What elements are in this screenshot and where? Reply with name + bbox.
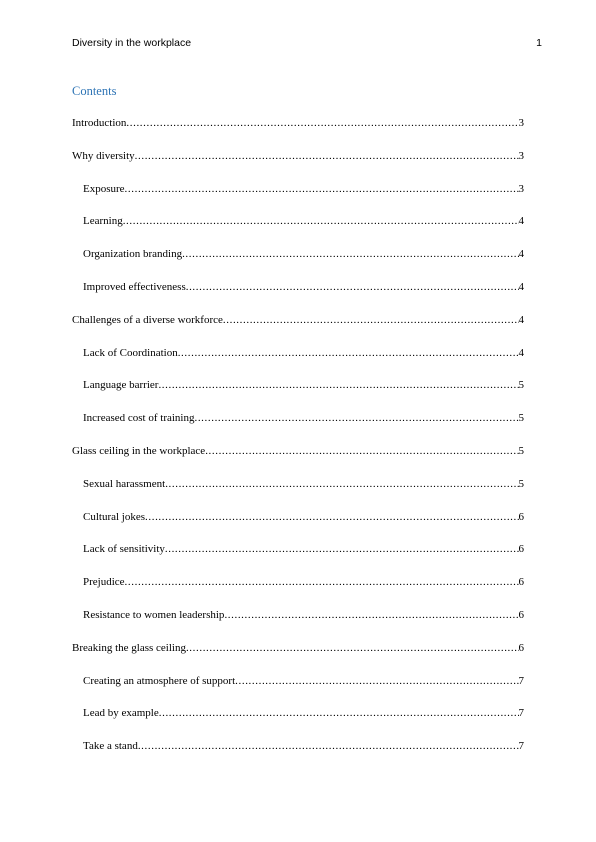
toc-entry-label: Glass ceiling in the workplace	[72, 444, 206, 457]
toc-entry-page: 7	[518, 740, 524, 753]
toc-entry-page: 6	[518, 510, 524, 523]
toc-dot-leader	[205, 444, 518, 458]
toc-dot-leader	[158, 378, 518, 392]
toc-entry-label: Increased cost of training	[83, 412, 195, 425]
toc-dot-leader	[125, 182, 519, 196]
toc-heading: Contents	[72, 84, 117, 98]
toc-entry-page: 5	[518, 444, 524, 457]
toc-entry-page: 6	[518, 608, 524, 621]
toc-entry-challenges[interactable]	[72, 313, 524, 346]
toc-dot-leader	[165, 542, 519, 556]
toc-entry-resistance-to-women-leadership[interactable]	[72, 608, 524, 641]
toc-entry-label: Cultural jokes	[83, 510, 146, 523]
toc-dot-leader	[138, 739, 519, 753]
toc-entry-introduction[interactable]	[72, 116, 524, 149]
toc-entry-glass-ceiling[interactable]	[72, 444, 524, 477]
toc-entry-page: 6	[518, 576, 524, 589]
toc-dot-leader	[194, 411, 518, 425]
toc-entry-lack-of-coordination[interactable]	[72, 346, 524, 379]
toc-entry-label: Lead by example	[83, 707, 159, 720]
toc-entry-page: 5	[518, 379, 524, 392]
toc-dot-leader	[135, 149, 519, 163]
toc-dot-leader	[178, 346, 519, 360]
toc-dot-leader	[165, 477, 518, 491]
toc-dot-leader	[145, 510, 518, 524]
toc-entry-label: Why diversity	[72, 149, 135, 162]
toc-entry-increased-cost-of-training[interactable]	[72, 411, 524, 444]
table-of-contents	[72, 116, 524, 772]
toc-entry-learning[interactable]	[72, 214, 524, 247]
toc-entry-page: 3	[518, 182, 524, 195]
header-page-number: 1	[536, 37, 542, 49]
toc-entry-label: Creating an atmosphere of support	[83, 674, 236, 687]
toc-entry-label: Introduction	[72, 117, 127, 129]
toc-entry-page: 6	[518, 641, 524, 654]
toc-dot-leader	[186, 280, 519, 294]
toc-entry-language-barrier[interactable]	[72, 378, 524, 411]
toc-dot-leader	[125, 575, 519, 589]
toc-entry-sexual-harassment[interactable]	[72, 477, 524, 510]
toc-entry-label: Exposure	[83, 182, 125, 195]
toc-entry-label: Resistance to women leadership	[83, 608, 225, 621]
toc-entry-page: 3	[518, 149, 524, 162]
toc-entry-label: Learning	[83, 215, 123, 228]
toc-entry-why-diversity[interactable]	[72, 149, 524, 182]
toc-entry-cultural-jokes[interactable]	[72, 510, 524, 543]
toc-entry-label: Take a stand	[83, 740, 138, 753]
toc-entry-page: 4	[518, 280, 524, 293]
toc-entry-breaking-the-glass-ceiling[interactable]	[72, 641, 524, 674]
toc-entry-creating-an-atmosphere-of-support[interactable]	[72, 674, 524, 707]
toc-entry-page: 7	[518, 707, 524, 720]
toc-dot-leader	[223, 313, 519, 327]
toc-entry-label: Challenges of a diverse workforce	[72, 313, 223, 326]
toc-entry-page: 5	[518, 412, 524, 425]
toc-entry-label: Organization branding	[83, 248, 183, 261]
toc-entry-organization-branding[interactable]	[72, 247, 524, 280]
toc-entry-page: 4	[518, 313, 524, 326]
toc-dot-leader	[182, 247, 518, 261]
page-header	[72, 36, 542, 50]
toc-entry-lead-by-example[interactable]	[72, 706, 524, 739]
toc-entry-page: 6	[518, 543, 524, 556]
toc-entry-page: 4	[518, 248, 524, 261]
toc-entry-improved-effectiveness[interactable]	[72, 280, 524, 313]
toc-entry-page: 3	[518, 117, 524, 129]
toc-dot-leader	[126, 116, 518, 130]
header-title: Diversity in the workplace	[72, 37, 192, 49]
toc-entry-label: Language barrier	[83, 379, 159, 392]
toc-entry-lack-of-sensitivity[interactable]	[72, 542, 524, 575]
toc-dot-leader	[186, 641, 519, 655]
toc-entry-label: Lack of sensitivity	[83, 543, 165, 556]
toc-entry-take-a-stand[interactable]	[72, 739, 524, 772]
toc-entry-page: 4	[518, 346, 524, 359]
toc-entry-label: Improved effectiveness	[83, 280, 186, 293]
toc-entry-label: Sexual harassment	[83, 477, 166, 490]
toc-entry-prejudice[interactable]	[72, 575, 524, 608]
toc-entry-label: Lack of Coordination	[83, 346, 178, 359]
toc-dot-leader	[235, 674, 518, 688]
toc-dot-leader	[159, 706, 519, 720]
toc-entry-label: Breaking the glass ceiling	[72, 641, 186, 654]
toc-entry-page: 4	[518, 215, 524, 228]
toc-entry-exposure[interactable]	[72, 182, 524, 215]
toc-entry-page: 5	[518, 477, 524, 490]
toc-entry-page: 7	[518, 674, 524, 687]
toc-dot-leader	[123, 214, 519, 228]
toc-entry-label: Prejudice	[83, 576, 125, 589]
toc-dot-leader	[224, 608, 518, 622]
